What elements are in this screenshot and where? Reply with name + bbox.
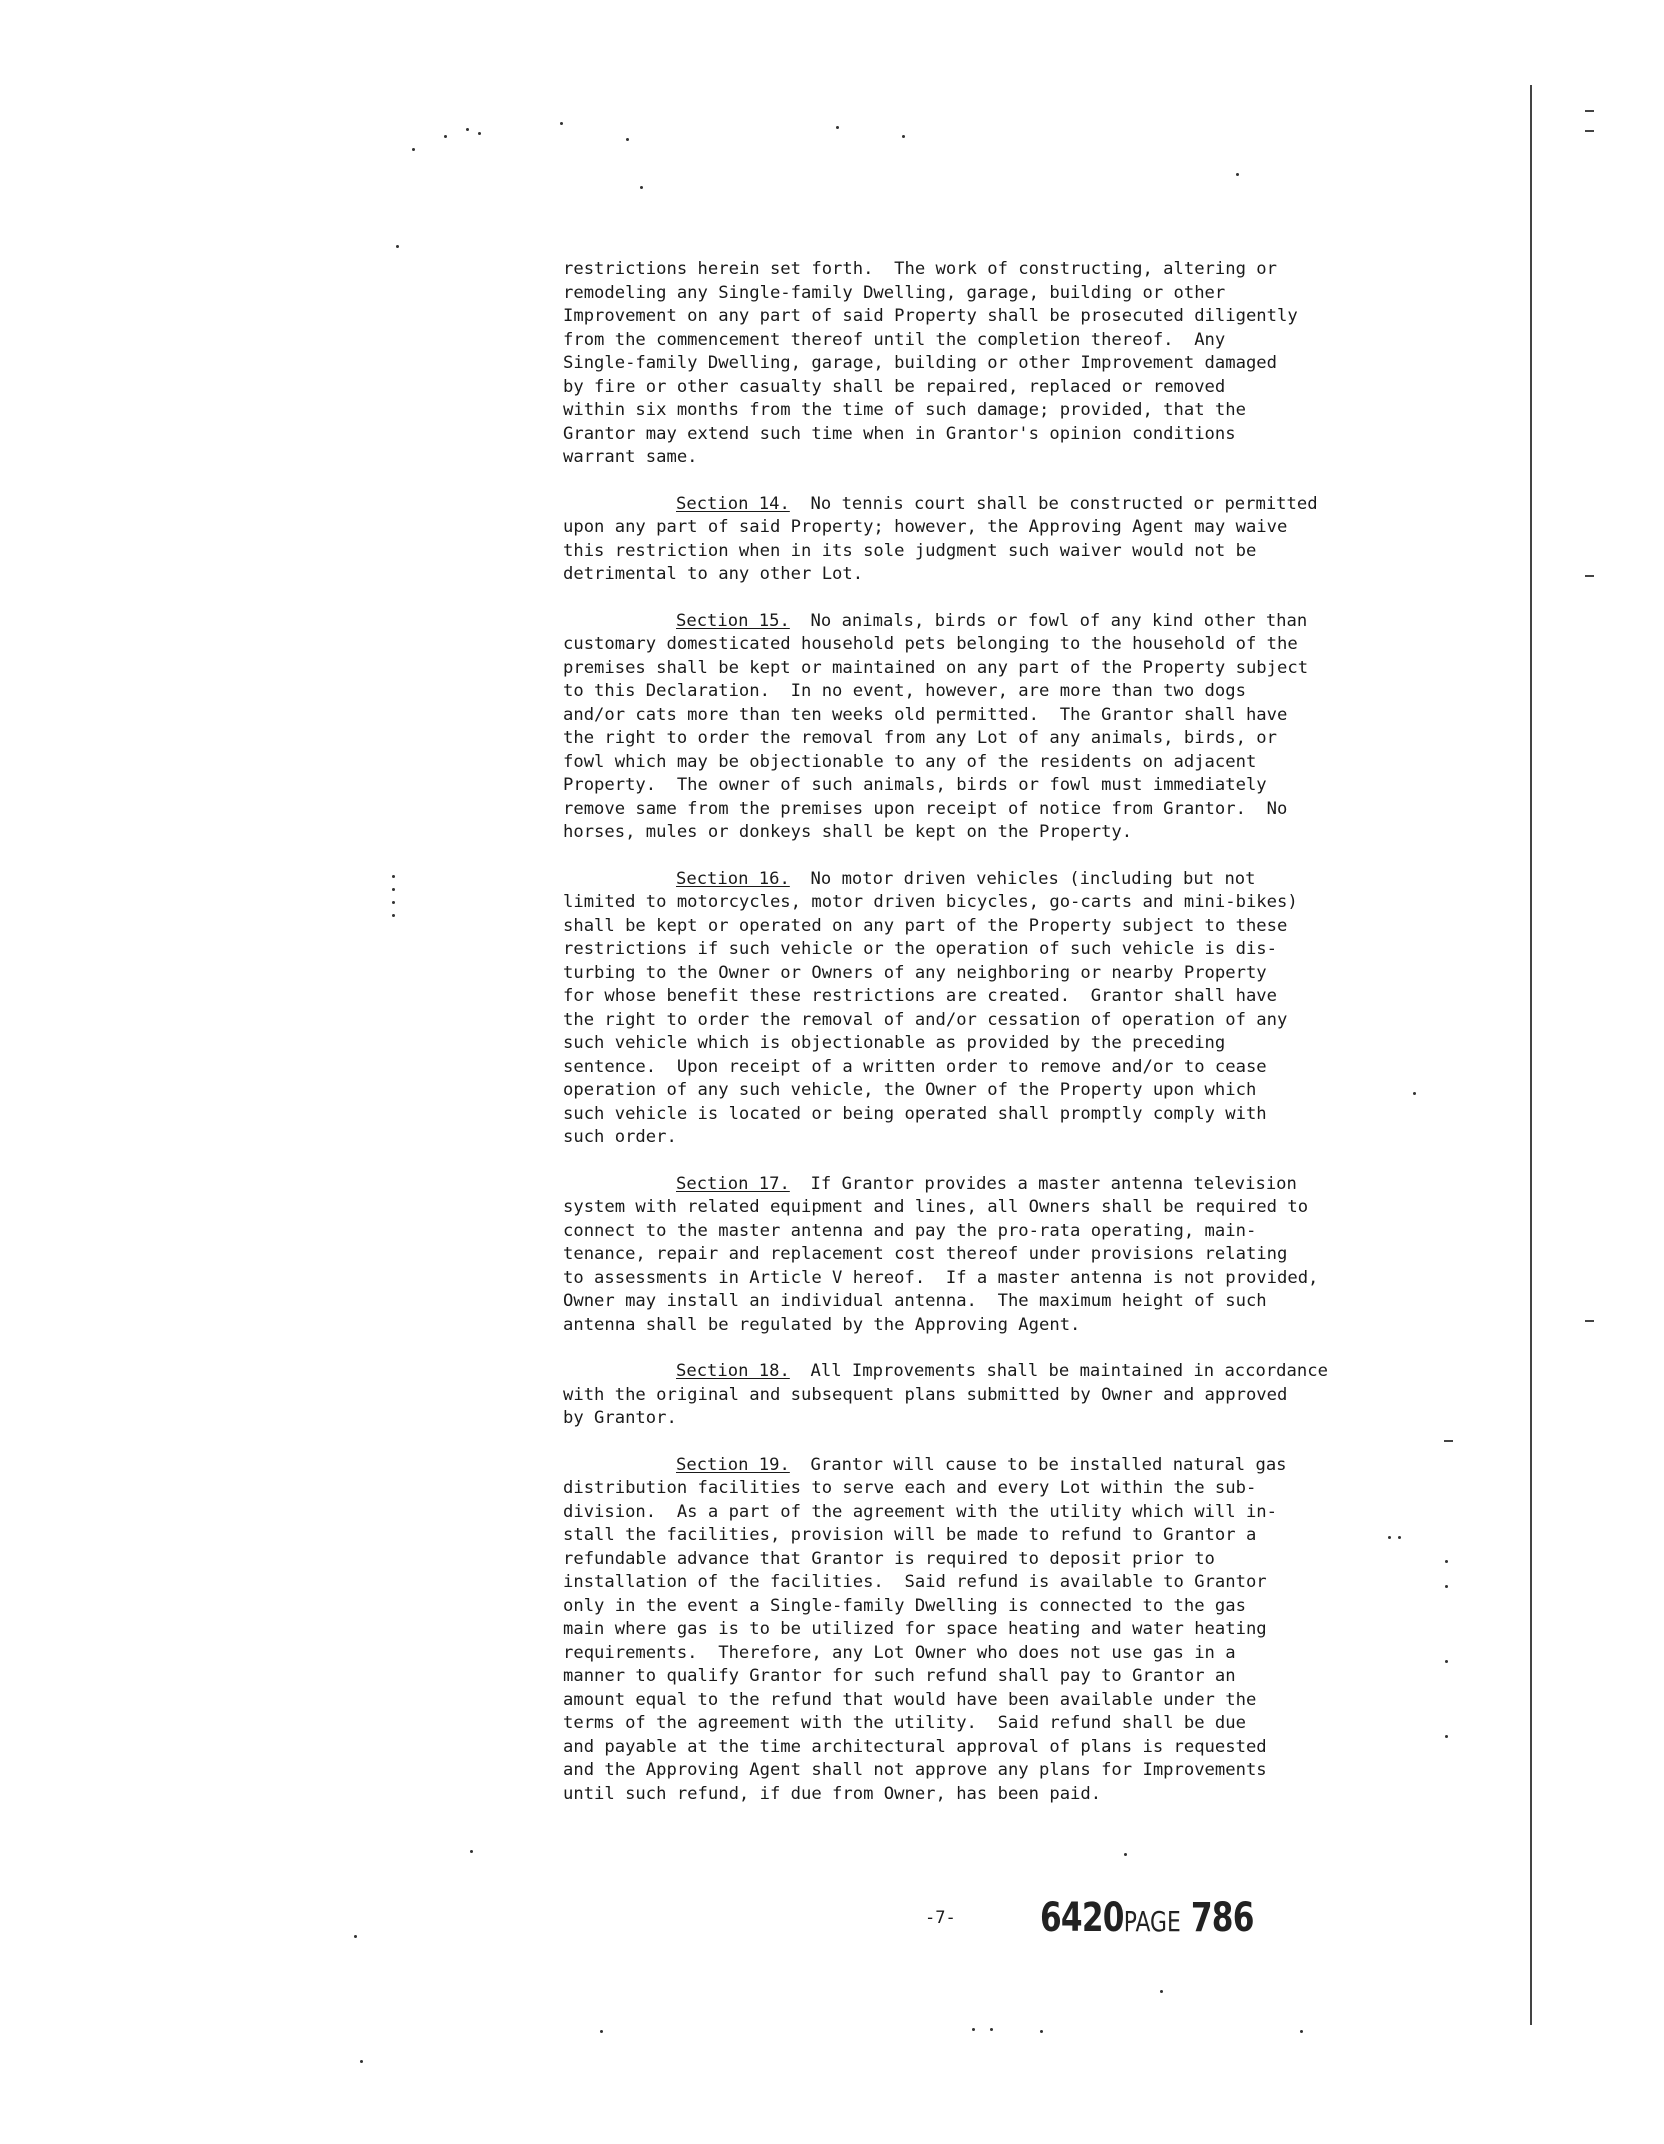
text-line: Grantor may extend such time when in Grantor's opinion conditions: [563, 423, 1236, 444]
text-line: detrimental to any other Lot.: [563, 564, 864, 584]
text-line: fowl which may be objectionable to any of the residents on adjacent: [563, 751, 1257, 772]
text-line-first: [563, 1454, 1423, 1478]
text-line: division. As a part of the agreement with the utility which will in-: [563, 1501, 1277, 1522]
text-line: turbing to the Owner or Owners of any neighboring or nearby Property: [563, 962, 1267, 983]
text-line: by Grantor.: [563, 1408, 677, 1428]
margin-tick: [1585, 130, 1594, 132]
text-line: limited to motorcycles, motor driven bicycles, go-carts and mini-bikes): [563, 892, 1298, 912]
paragraph-section-17: [563, 1173, 1423, 1338]
scan-speck: [972, 2028, 975, 2031]
scan-speck: [466, 128, 469, 131]
text-line: installation of the facilities. Said refund is available to Grantor: [563, 1572, 1267, 1592]
text-line: the right to order the removal of and/or cessation of operation of any: [563, 1009, 1288, 1030]
text-line: main where gas is to be utilized for space heating and water heating: [563, 1619, 1267, 1639]
scan-speck: [444, 135, 447, 138]
text-line: tenance, repair and replacement cost thereof under provisions relating: [563, 1244, 1288, 1264]
section-heading: Section 17.: [676, 1173, 790, 1194]
paragraph-continuation: [563, 258, 1423, 470]
scan-speck: [1445, 1735, 1448, 1738]
text-line: such order.: [563, 1127, 677, 1147]
text-line: No motor driven vehicles (including but not: [810, 868, 1256, 889]
book-number: 6420: [1040, 1895, 1124, 1941]
scan-speck: [392, 888, 395, 891]
text-line: for whose benefit these restrictions are created. Grantor shall have: [563, 986, 1277, 1006]
text-line: to assessments in Article V hereof. If a master antenna is not provided,: [563, 1267, 1319, 1288]
text-line: only in the event a Single-family Dwelling is connected to the gas: [563, 1595, 1246, 1616]
text-line: Property. The owner of such animals, birds or fowl must immediately: [563, 775, 1267, 795]
scan-speck: [600, 2030, 603, 2033]
book-page-stamp: [1040, 1895, 1254, 1941]
text-line: No animals, birds or fowl of any kind other than: [810, 610, 1308, 631]
paragraph-section-15: [563, 610, 1423, 845]
text-line: Owner may install an individual antenna. The maximum height of such: [563, 1291, 1267, 1311]
text-line: refundable advance that Grantor is required to deposit prior to: [563, 1548, 1215, 1569]
text-line-first: [563, 1173, 1423, 1197]
text-line: with the original and subsequent plans submitted by Owner and approved: [563, 1384, 1288, 1405]
text-line: Improvement on any part of said Property shall be prosecuted diligently: [563, 306, 1298, 326]
text-line: system with related equipment and lines, all Owners shall be required to: [563, 1197, 1309, 1217]
scan-speck: [470, 1850, 473, 1853]
text-line: distribution facilities to serve each and every Lot within the sub-: [563, 1478, 1257, 1498]
scan-speck: [560, 122, 563, 125]
scan-speck: [640, 186, 643, 189]
text-line: to this Declaration. In no event, however, are more than two dogs: [563, 681, 1246, 701]
text-line: this restriction when in its sole judgment such waiver would not be: [563, 540, 1257, 561]
scan-speck: [396, 245, 399, 248]
paragraph-section-18: [563, 1360, 1423, 1431]
scan-speck: [1445, 1560, 1448, 1563]
text-line: until such refund, if due from Owner, has been paid.: [563, 1783, 1102, 1804]
scan-speck: [392, 914, 395, 917]
document-body: [563, 258, 1423, 1829]
paragraph-section-14: [563, 493, 1423, 587]
text-line: Grantor will cause to be installed natural gas: [810, 1454, 1287, 1475]
text-line: Single-family Dwelling, garage, building or other Improvement damaged: [563, 353, 1277, 373]
text-line: the right to order the removal from any Lot of any animals, birds, or: [563, 728, 1277, 748]
text-line: remove same from the premises upon receipt of notice from Grantor. No: [563, 798, 1288, 819]
section-heading: Section 18.: [676, 1361, 790, 1381]
text-line: by fire or other casualty shall be repaired, replaced or removed: [563, 376, 1226, 397]
text-line-first: [563, 868, 1423, 892]
scan-speck: [1445, 1660, 1448, 1663]
text-line: and/or cats more than ten weeks old permitted. The Grantor shall have: [563, 704, 1288, 725]
margin-tick: [1444, 1440, 1453, 1442]
text-line-first: [563, 610, 1423, 634]
margin-tick: [1585, 575, 1594, 577]
text-line: and payable at the time architectural approval of plans is requested: [563, 1736, 1267, 1757]
section-heading: Section 14.: [676, 493, 790, 514]
scan-speck: [626, 138, 629, 141]
scan-speck: [354, 1935, 357, 1938]
text-line: remodeling any Single-family Dwelling, garage, building or other: [563, 282, 1226, 303]
text-line: stall the facilities, provision will be made to refund to Grantor a: [563, 1525, 1257, 1545]
scan-speck: [392, 875, 395, 878]
scan-speck: [1398, 1536, 1401, 1539]
paragraph-section-16: [563, 868, 1423, 1150]
book-page-number: 786: [1190, 1895, 1254, 1941]
section-heading: Section 16.: [676, 868, 790, 889]
text-line: requirements. Therefore, any Lot Owner who does not use gas in a: [563, 1642, 1236, 1663]
scan-speck: [1445, 1585, 1448, 1588]
text-line: restrictions herein set forth. The work of constructing, altering or: [563, 259, 1277, 279]
text-line: such vehicle which is objectionable as provided by the preceding: [563, 1033, 1226, 1053]
scan-speck: [1040, 2030, 1043, 2033]
text-line: warrant same.: [563, 447, 698, 467]
section-heading: Section 19.: [676, 1454, 790, 1475]
scan-speck: [412, 148, 415, 151]
scan-speck: [990, 2028, 993, 2031]
text-line: manner to qualify Grantor for such refund shall pay to Grantor an: [563, 1666, 1236, 1686]
text-line: terms of the agreement with the utility. Said refund shall be due: [563, 1713, 1246, 1733]
scan-speck: [1124, 1853, 1127, 1856]
text-line: from the commencement thereof until the completion thereof. Any: [563, 329, 1226, 350]
text-line: connect to the master antenna and pay the pro-rata operating, main-: [563, 1220, 1257, 1241]
scan-speck: [1236, 173, 1239, 176]
text-line: All Improvements shall be maintained in accordance: [810, 1361, 1328, 1381]
text-line: shall be kept or operated on any part of the Property subject to these: [563, 915, 1288, 936]
text-line: If Grantor provides a master antenna television: [810, 1173, 1297, 1194]
section-heading: Section 15.: [676, 610, 790, 631]
scan-speck: [902, 135, 905, 138]
page-label: PAGE: [1123, 1905, 1181, 1938]
page-number: -7-: [925, 1908, 956, 1928]
text-line: within six months from the time of such damage; provided, that the: [563, 400, 1246, 420]
text-line: antenna shall be regulated by the Approving Agent.: [563, 1314, 1081, 1335]
scan-speck: [836, 126, 839, 129]
text-line: No tennis court shall be constructed or permitted: [810, 493, 1318, 514]
text-line-first: [563, 493, 1423, 517]
scan-speck: [360, 2060, 363, 2063]
scan-speck: [392, 901, 395, 904]
scan-speck: [1300, 2030, 1303, 2033]
text-line: operation of any such vehicle, the Owner of the Property upon which: [563, 1080, 1257, 1100]
text-line: horses, mules or donkeys shall be kept on the Property.: [563, 822, 1133, 842]
text-line: such vehicle is located or being operated shall promptly comply with: [563, 1103, 1267, 1124]
text-line: amount equal to the refund that would have been available under the: [563, 1689, 1257, 1710]
text-line: upon any part of said Property; however, the Approving Agent may waive: [563, 517, 1288, 537]
right-margin-rule: [1530, 85, 1532, 2025]
margin-tick: [1585, 110, 1594, 112]
scan-speck: [478, 132, 481, 135]
text-line: premises shall be kept or maintained on any part of the Property subject: [563, 657, 1309, 678]
scan-speck: [1413, 1092, 1416, 1095]
text-line: customary domesticated household pets belonging to the household of the: [563, 634, 1298, 654]
scan-speck: [1388, 1536, 1391, 1539]
scan-speck: [1160, 1990, 1163, 1993]
text-line: and the Approving Agent shall not approve any plans for Improvements: [563, 1760, 1267, 1780]
text-line: restrictions if such vehicle or the operation of such vehicle is dis-: [563, 939, 1277, 959]
paragraph-section-19: [563, 1454, 1423, 1807]
text-line: sentence. Upon receipt of a written order to remove and/or to cease: [563, 1056, 1267, 1077]
margin-tick: [1585, 1320, 1594, 1322]
text-line-first: [563, 1360, 1423, 1384]
